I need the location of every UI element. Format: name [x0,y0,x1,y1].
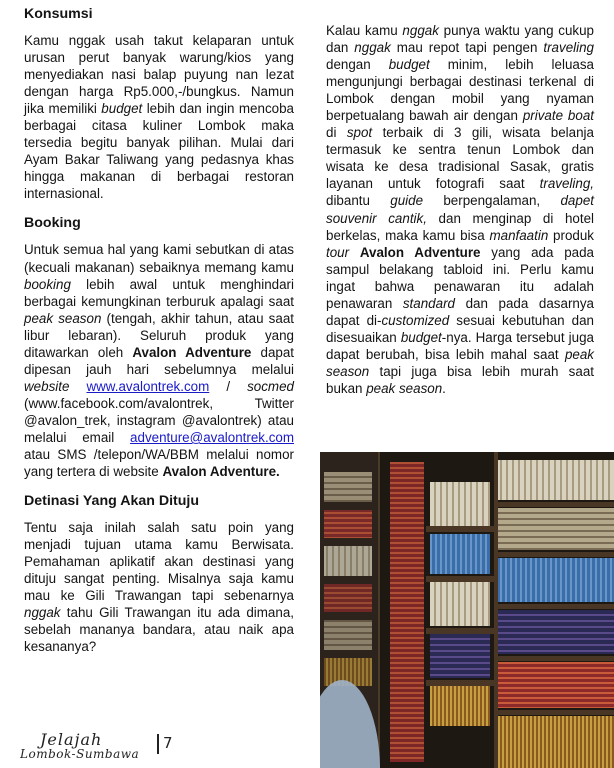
heading-konsumsi: Konsumsi [24,6,93,22]
email-link[interactable]: adventure@avalontrek.com [130,429,294,445]
heading-booking: Booking [24,215,81,232]
heading-destinasi: Detinasi Yang Akan Dituju [24,493,200,510]
logo-jelajah: Jelajah [40,730,103,749]
paragraph-destinasi: Tentu saja inilah salah satu poin yang menjadi tujuan utama kamu Berwisata. Pemahaman aplikatif akan destinasi yang dituju sangat penting. Misalnya saja kamu mau ke Gili Trawangan tapi sebenarnya nggak tahu Gili Trawangan itu ada dimana, sebelah mananya bandara, atau naik apa kesananya? [24,520,294,655]
section-destinasi [24,493,294,655]
paragraph-booking: Untuk semua hal yang kami sebutkan di atas (kecuali makanan) sebaiknya memang kamu booking lebih awal untuk menghindari berbagai kemungkinan terburuk apalagi saat peak season (tengah, akhir tahun, atau saat libur lebaran). Seluruh produk yang ditawarkan oleh Avalon Adventure dapat dipesan jauh hari sebelumnya melalui website www.avalontrek.com / socmed (www.facebook.com/avalontrek, Twitter @avalon_trek, instagram @avalontrek) atau melalui email adventure@avalontrek.com atau SMS /telepon/WA/BBM melalui nomor yang tertera di website Avalon Adventure. [24,242,295,480]
paragraph-tour-offer: Kalau kamu nggak punya waktu yang cukup dan nggak mau repot tapi pengen traveling dengan budget minim, lebih leluasa mengunjungi berbagai destinasi terkenal di Lombok dengan mobil yang nyaman berpetualang bawah air dengan private boat di spot terbaik di 3 gili, wisata belanja termasuk ke sentra tenun Lombok dan wisata ke desa tradisional Sasak, gratis layanan untuk fotografi saat traveling, dibantu guide berpengalaman, dapet souvenir cantik, dan menginap di hotel berkelas, maka kamu bisa manfaatin produk tour Avalon Adventure yang ada pada sampul belakang tabloid ini. Perlu kamu ingat bahwa penawaran itu adalah penawaran standard dan pada dasarnya dapat di-customized sesuai kebutuhan dan disesuaikan budget-nya. Harga tersebut juga dapat berubah, bisa lebih mahal saat peak season tapi juga bisa lebih murah saat bukan peak season. [326,23,594,396]
section-booking [24,215,294,480]
logo-lombok-sumbawa: Lombok-Sumbawa [20,747,140,761]
textile-shop-photo [320,452,614,768]
page-number: 7 [163,734,173,752]
footer [18,730,198,768]
right-column [326,22,594,397]
paragraph-konsumsi: Kamu nggak usah takut kelaparan untuk urusan perut banyak warung/kios yang menyediakan nasi balap puyung nan lezat dengan harga Rp5.000,-/bungkus. Namun jika memiliki budget lebih dan ingin mencoba berbagai citasa kuliner Lombok maka tersedia begitu banyak pilihan. Mulai dari Ayam Bakar Taliwang yang pedasnya khas hingga makanan di berbagai restoran internasional. [24,33,294,202]
page-divider [157,734,159,754]
section-konsumsi [24,6,294,202]
website-link[interactable]: www.avalontrek.com [86,378,210,394]
textile-shelves-image [320,452,614,768]
left-column [24,6,294,669]
